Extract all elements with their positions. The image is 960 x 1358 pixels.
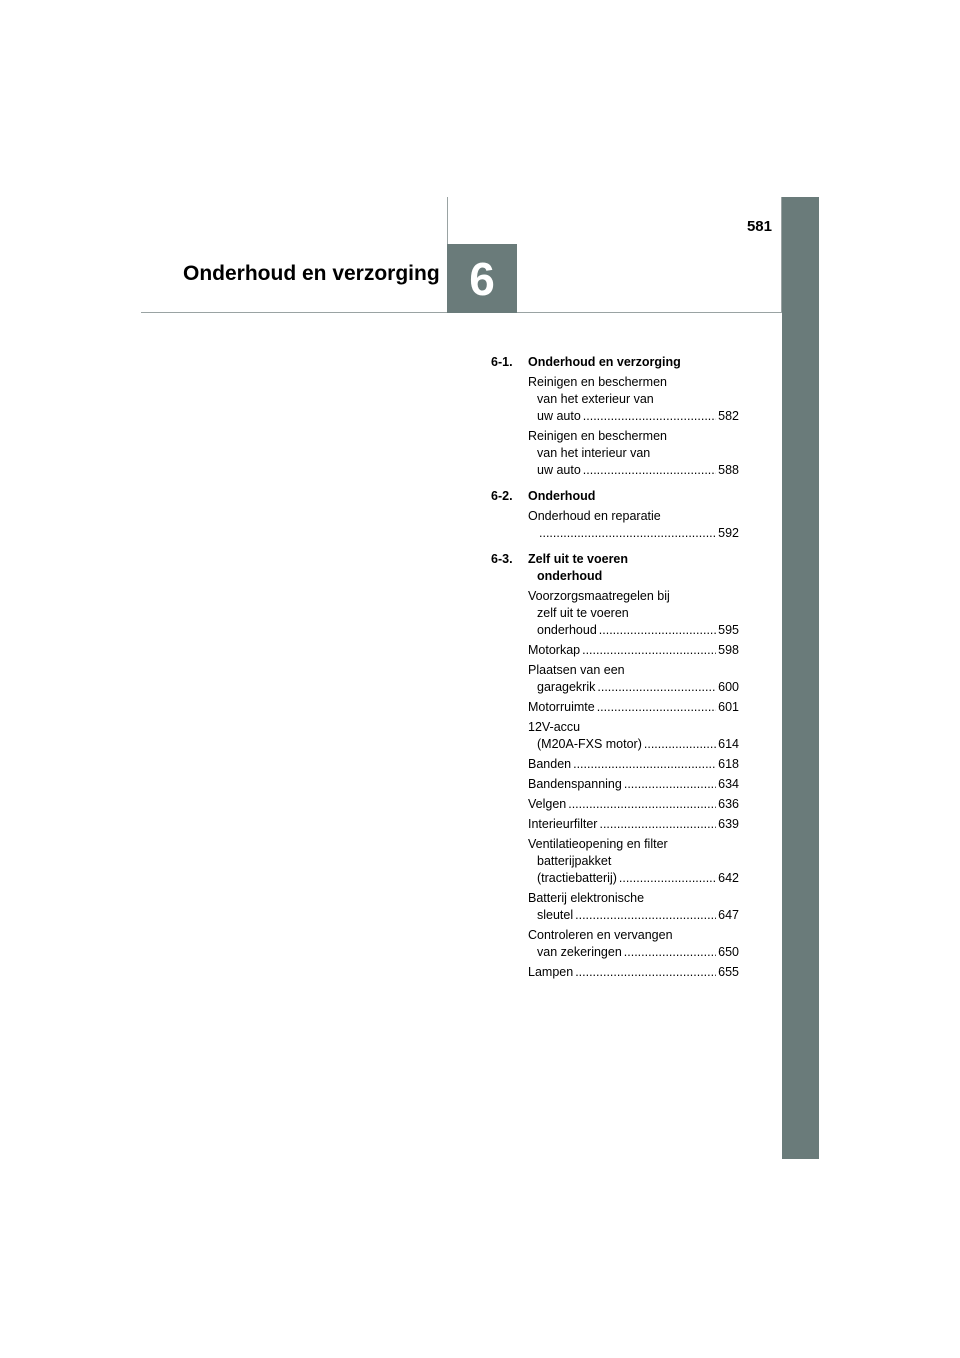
entry-last-line: [528, 907, 739, 924]
chapter-title: Onderhoud en verzorging: [183, 262, 440, 285]
entry-text: uw auto: [537, 409, 581, 423]
toc-entry[interactable]: [528, 964, 739, 981]
entry-text: zelf uit te voeren: [537, 606, 629, 620]
dot-leader: [644, 736, 716, 753]
section-title-line: onderhoud: [537, 569, 603, 583]
dot-leader: [597, 679, 716, 696]
entry-last-line: [528, 796, 739, 813]
dot-leader: [624, 776, 716, 793]
toc-entry[interactable]: [528, 816, 739, 833]
entry-text: Batterij elektronische: [528, 891, 645, 905]
toc-entry[interactable]: [528, 927, 739, 961]
dot-leader: [582, 642, 716, 659]
entry-text: van het exterieur van: [537, 392, 654, 406]
entry-page-number: 636: [718, 797, 739, 811]
toc-entry[interactable]: [528, 699, 739, 716]
section-number: 6-2.: [491, 489, 513, 503]
toc-entry[interactable]: [528, 719, 739, 753]
entry-text: Plaatsen van een: [528, 663, 625, 677]
entry-page-number: 588: [718, 463, 739, 477]
toc-entry[interactable]: [528, 662, 739, 696]
entry-last-line: [528, 944, 739, 961]
toc-section: [491, 488, 739, 542]
toc-entry[interactable]: [528, 428, 739, 479]
entry-page-number: 592: [718, 526, 739, 540]
entry-page-number: 598: [718, 643, 739, 657]
dot-leader: [539, 525, 716, 542]
entry-text: Ventilatieopening en filter: [528, 837, 668, 851]
section-title: [528, 354, 739, 371]
entry-last-line: [528, 776, 739, 793]
entry-text: Reinigen en beschermen: [528, 429, 667, 443]
dot-leader: [624, 944, 716, 961]
entry-last-line: [528, 679, 739, 696]
entry-last-line: [528, 408, 739, 425]
table-of-contents: [491, 354, 739, 986]
dot-leader: [597, 699, 716, 716]
entry-text: Interieurfilter: [528, 817, 598, 831]
toc-entry[interactable]: [528, 374, 739, 425]
toc-entry[interactable]: [528, 508, 739, 542]
dot-leader: [583, 462, 716, 479]
entry-text: Bandenspanning: [528, 777, 622, 791]
section-number: 6-3.: [491, 552, 513, 566]
dot-leader: [583, 408, 716, 425]
entry-text: batterijpakket: [537, 854, 612, 868]
entry-page-number: 601: [718, 700, 739, 714]
entry-text: Controleren en vervangen: [528, 928, 673, 942]
toc-entry[interactable]: [528, 588, 739, 639]
entry-text: (M20A-FXS motor): [537, 737, 642, 751]
toc-section: [491, 354, 739, 479]
toc-entry[interactable]: [528, 756, 739, 773]
toc-section: [491, 551, 739, 981]
entry-text: Reinigen en beschermen: [528, 375, 667, 389]
entry-last-line: [528, 870, 739, 887]
entry-page-number: 634: [718, 777, 739, 791]
entry-page-number: 642: [718, 871, 739, 885]
entry-page-number: 595: [718, 623, 739, 637]
entry-text: onderhoud: [537, 623, 597, 637]
entry-page-number: 600: [718, 680, 739, 694]
entry-last-line: [528, 699, 739, 716]
entry-text: Velgen: [528, 797, 567, 811]
section-title-line: Onderhoud: [528, 489, 596, 503]
section-title-line: Onderhoud en verzorging: [528, 355, 681, 369]
entry-text: garagekrik: [537, 680, 596, 694]
toc-entry[interactable]: [528, 890, 739, 924]
dot-leader: [575, 907, 716, 924]
entry-last-line: [528, 736, 739, 753]
entry-text: Lampen: [528, 965, 574, 979]
entry-text: Motorkap: [528, 643, 581, 657]
entry-text: (tractiebatterij): [537, 871, 617, 885]
dot-leader: [599, 622, 716, 639]
page-number: 581: [746, 218, 772, 235]
entry-last-line: [528, 622, 739, 639]
entry-last-line: [528, 525, 739, 542]
entry-last-line: [528, 964, 739, 981]
dot-leader: [619, 870, 716, 887]
dot-leader: [573, 756, 716, 773]
chapter-number-badge: [447, 244, 517, 313]
section-number: 6-1.: [491, 355, 513, 369]
toc-entry[interactable]: [528, 776, 739, 793]
toc-entry[interactable]: [528, 836, 739, 887]
entry-last-line: [528, 756, 739, 773]
entry-page-number: 647: [718, 908, 739, 922]
dot-leader: [575, 964, 716, 981]
entry-page-number: 639: [718, 817, 739, 831]
entry-page-number: 614: [718, 737, 739, 751]
toc-entry[interactable]: [528, 642, 739, 659]
header-divider-vertical-right: [781, 197, 782, 313]
dot-leader: [568, 796, 716, 813]
entry-text: uw auto: [537, 463, 581, 477]
section-title: [528, 488, 739, 505]
entry-text: van het interieur van: [537, 446, 651, 460]
entry-text: Banden: [528, 757, 572, 771]
section-title: [528, 551, 739, 585]
entry-page-number: 618: [718, 757, 739, 771]
chapter-number: 6: [469, 252, 495, 305]
entry-page-number: 650: [718, 945, 739, 959]
entry-last-line: [528, 462, 739, 479]
entry-page-number: 582: [718, 409, 739, 423]
header-divider-vertical: [447, 197, 448, 244]
chapter-side-tab: [782, 197, 819, 1159]
entry-text: 12V-accu: [528, 720, 581, 734]
entry-text: Onderhoud en reparatie: [528, 509, 661, 523]
entry-page-number: 655: [718, 965, 739, 979]
toc-entry[interactable]: [528, 796, 739, 813]
dot-leader: [599, 816, 716, 833]
entry-last-line: [528, 642, 739, 659]
entry-text: Motorruimte: [528, 700, 595, 714]
entry-last-line: [528, 816, 739, 833]
entry-text: Voorzorgsmaatregelen bij: [528, 589, 670, 603]
section-title-line: Zelf uit te voeren: [528, 552, 629, 566]
entry-text: van zekeringen: [537, 945, 622, 959]
entry-text: sleutel: [537, 908, 574, 922]
